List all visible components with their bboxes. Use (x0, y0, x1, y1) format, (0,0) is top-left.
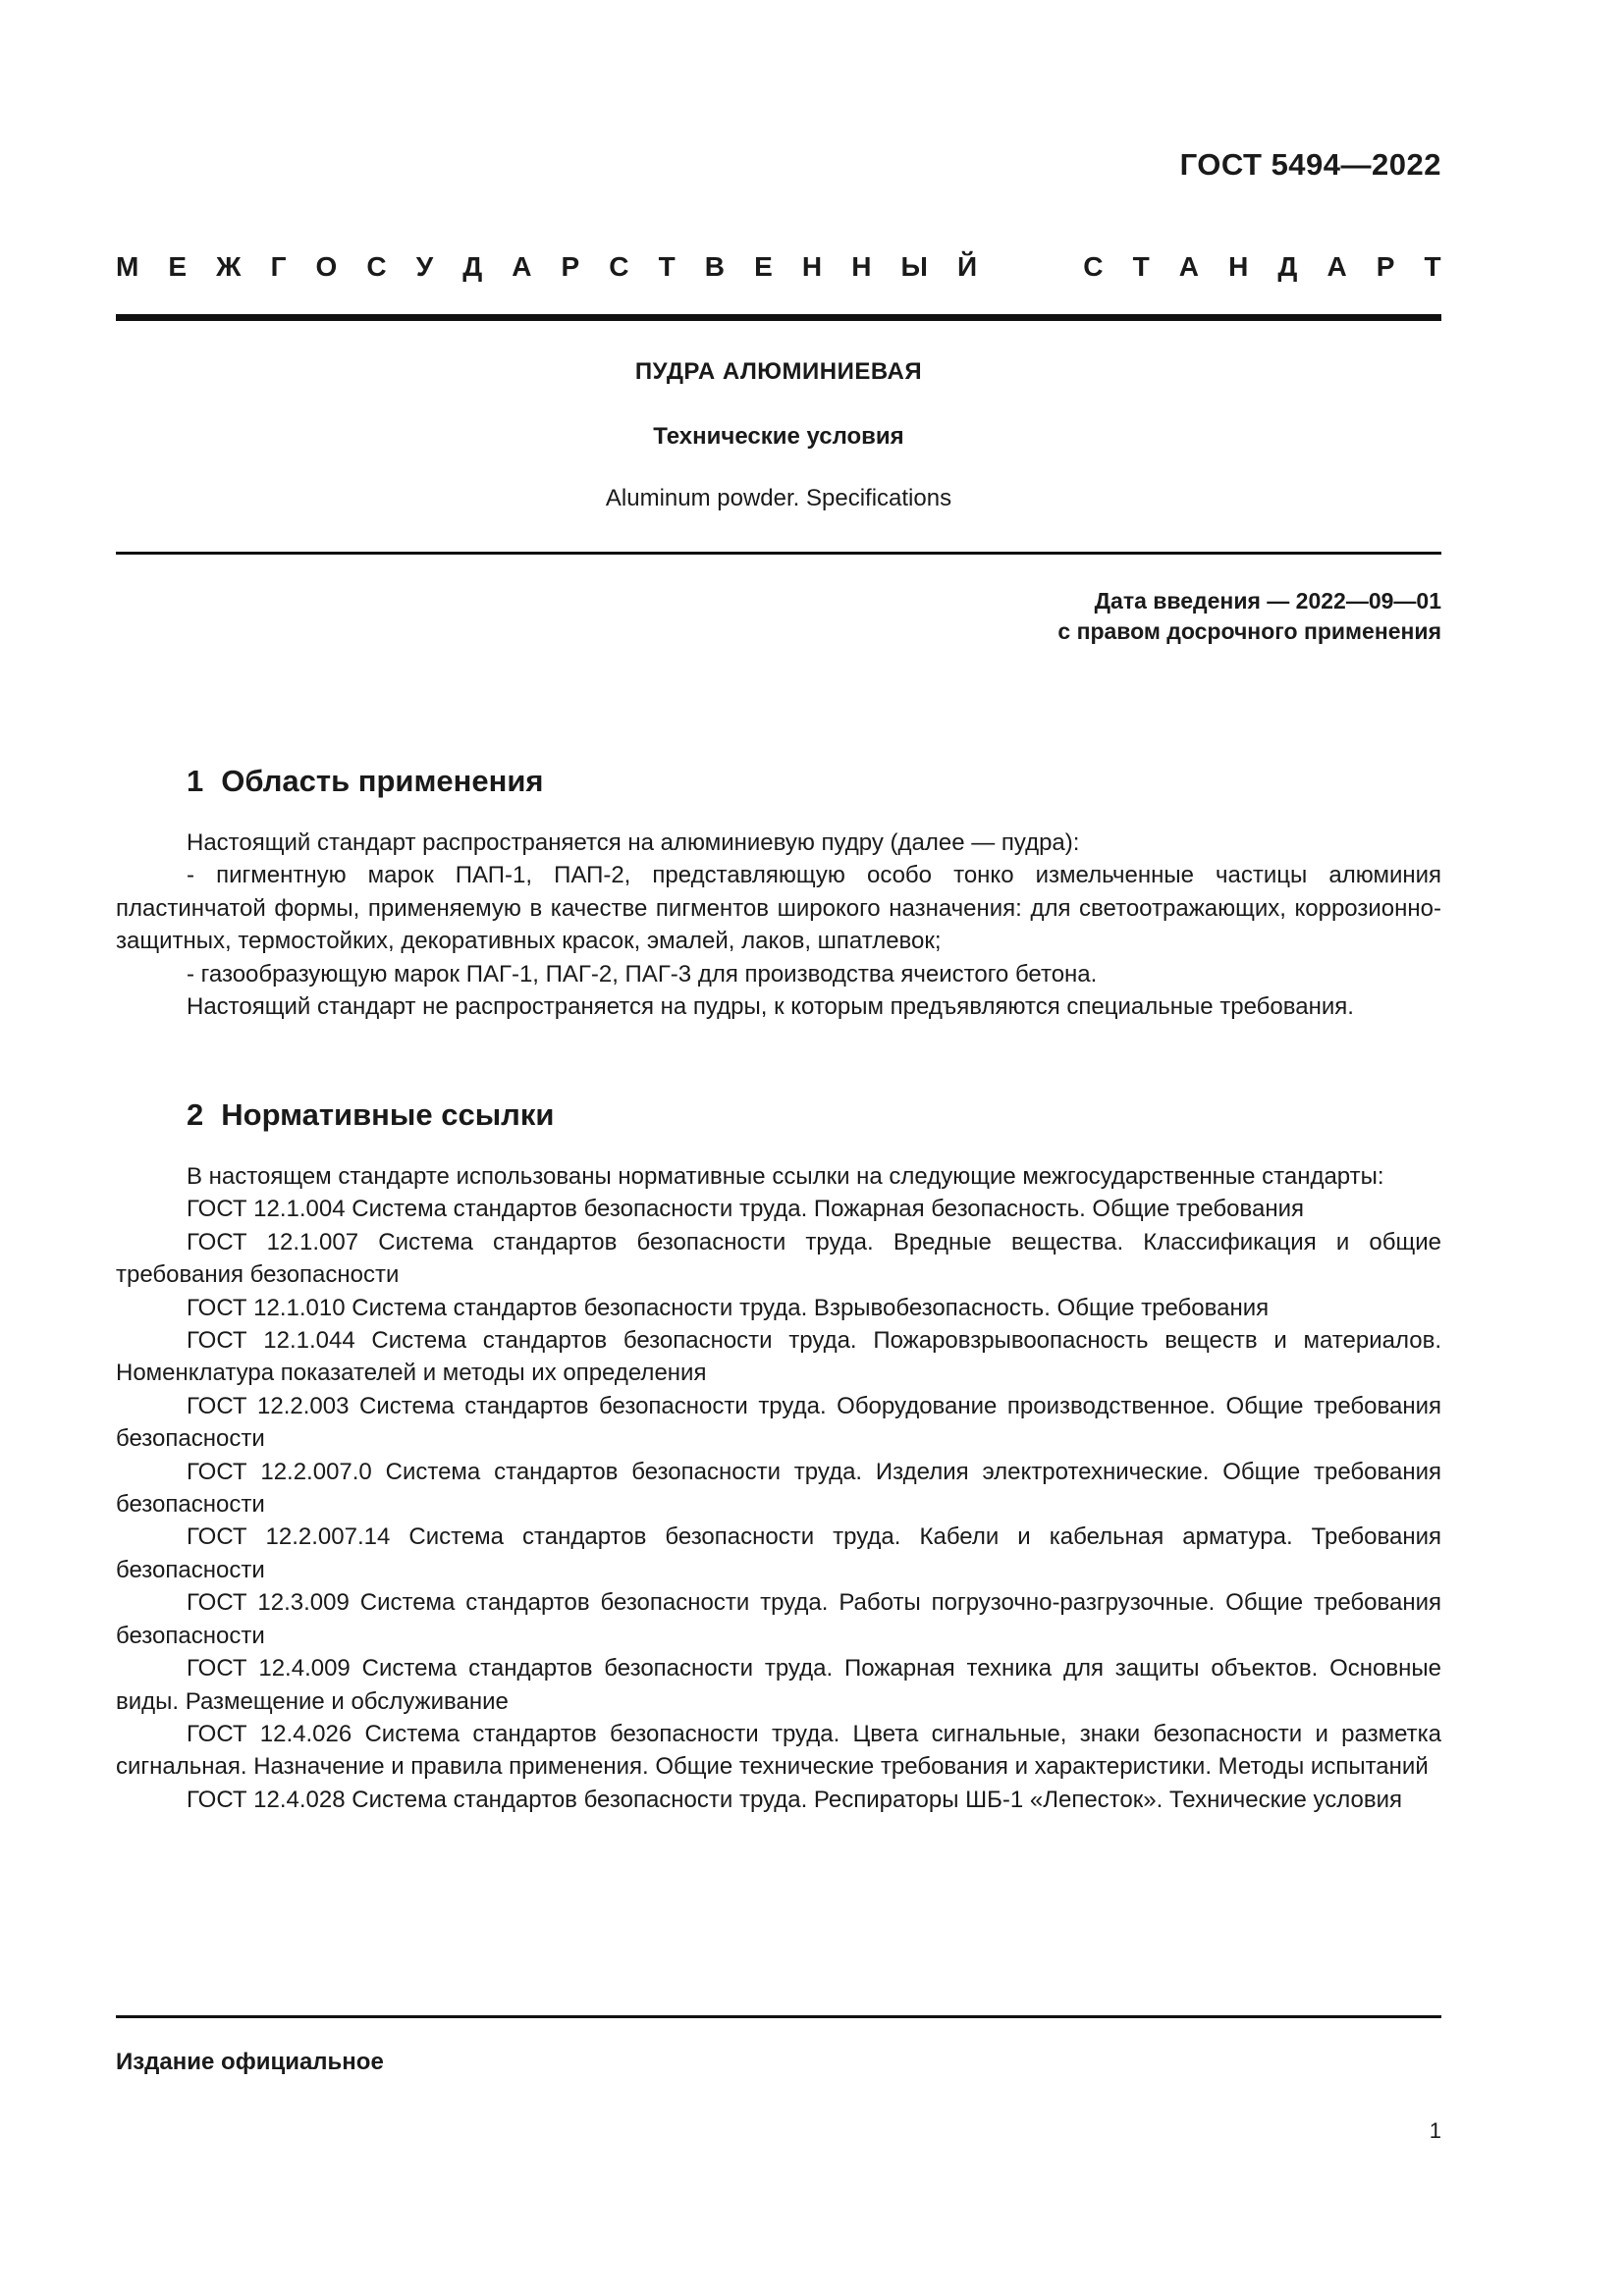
letter: Е (168, 251, 188, 282)
letter: Ы (900, 251, 928, 282)
introduction-date: Дата введения — 2022—09—01 (1094, 588, 1441, 614)
letter: С (366, 251, 387, 282)
word-gap (1006, 251, 1054, 283)
letter: Д (1277, 251, 1298, 282)
reference-item: ГОСТ 12.4.028 Система стандартов безопасности труда. Респираторы ШБ-1 «Лепесток». Технические условия (187, 1786, 1403, 1813)
official-edition-label: Издание официальное (116, 2049, 384, 2075)
reference-item: ГОСТ 12.1.010 Система стандартов безопасности труда. Взрывобезопасность. Общие требования (187, 1294, 1270, 1321)
english-title: Aluminum powder. Specifications (605, 485, 952, 511)
paragraph: В настоящем стандарте использованы нормативные ссылки на следующие межгосударственные стандарты: (187, 1163, 1384, 1190)
section-number: 1 (187, 764, 204, 798)
letter: М (116, 251, 139, 282)
letter: Р (1376, 251, 1395, 282)
letter: Ж (216, 251, 242, 282)
letter: Р (561, 251, 580, 282)
letter: В (704, 251, 726, 282)
letter: О (315, 251, 338, 282)
letter: Й (957, 251, 978, 282)
introduction-date-block (1057, 586, 1441, 647)
title-divider (116, 552, 1441, 555)
section-number: 2 (187, 1097, 204, 1132)
reference-item: ГОСТ 12.4.026 Система стандартов безопасности труда. Цвета сигнальные, знаки безопасности и разметка сигнальная. Назначение и правила применения. Общие технические требования и характеристики. Методы испытаний (116, 1720, 1441, 1781)
reference-item: ГОСТ 12.2.007.14 Система стандартов безопасности труда. Кабели и кабельная арматура. Требования безопасности (116, 1523, 1441, 1583)
reference-item: ГОСТ 12.1.007 Система стандартов безопасности труда. Вредные вещества. Классификация и общие требования безопасности (116, 1228, 1441, 1289)
letter: А (1178, 251, 1200, 282)
reference-item: ГОСТ 12.2.003 Система стандартов безопасности труда. Оборудование производственное. Общие требования безопасности (116, 1392, 1441, 1453)
reference-item: ГОСТ 12.1.004 Система стандартов безопасности труда. Пожарная безопасность. Общие требования (187, 1196, 1305, 1223)
reference-item: ГОСТ 12.1.044 Система стандартов безопасности труда. Пожаровзрывоопасность веществ и материалов. Номенклатура показателей и методы их определения (116, 1327, 1441, 1387)
list-item: - газообразующую марок ПАГ-1, ПАГ-2, ПАГ-3 для производства ячеистого бетона. (187, 960, 1098, 988)
letter: С (1083, 251, 1104, 282)
letter: А (1326, 251, 1347, 282)
section-1-body (116, 827, 1441, 1023)
letter: Н (851, 251, 872, 282)
document-title: ПУДРА АЛЮМИНИЕВАЯ (634, 358, 923, 385)
header-divider (116, 314, 1441, 321)
reference-item: ГОСТ 12.4.009 Система стандартов безопасности труда. Пожарная техника для защиты объектов. Основные виды. Размещение и обслуживание (116, 1655, 1441, 1715)
gost-number: ГОСТ 5494—2022 (1179, 147, 1441, 182)
letter: А (512, 251, 532, 282)
section-2-body (116, 1160, 1441, 1816)
reference-item: ГОСТ 12.2.007.0 Система стандартов безопасности труда. Изделия электротехнические. Общие требования безопасности (116, 1458, 1441, 1519)
section-1-heading (187, 764, 544, 799)
paragraph: Настоящий стандарт не распространяется на пудры, к которым предъявляются специальные требования. (187, 993, 1354, 1021)
standard-type-heading (116, 251, 1441, 283)
footer-divider (116, 2015, 1441, 2018)
letter: Е (754, 251, 773, 282)
letter: Т (658, 251, 676, 282)
letter: Т (1424, 251, 1441, 282)
letter: Г (270, 251, 287, 282)
document-subtitle: Технические условия (653, 423, 904, 450)
list-item: - пигментную марок ПАП-1, ПАП-2, представляющую особо тонко измельченные частицы алюминия пластинчатой формы, применяемую в качестве пигментов широкого назначения: для светоотражающих, коррозионно-защитных, термостойких, декоративных красок, эмалей, лаков, шпатлевок; (116, 862, 1441, 955)
letter: У (415, 251, 434, 282)
page-number: 1 (1429, 2118, 1441, 2143)
letter: Н (1228, 251, 1249, 282)
letter: Н (801, 251, 823, 282)
paragraph: Настоящий стандарт распространяется на алюминиевую пудру (далее — пудра): (187, 829, 1080, 856)
letter: Т (1132, 251, 1150, 282)
early-application-note: с правом досрочного применения (1057, 618, 1441, 644)
section-2-heading (187, 1097, 554, 1133)
section-title: Область применения (221, 764, 544, 798)
letter: Д (462, 251, 483, 282)
section-title: Нормативные ссылки (221, 1097, 555, 1132)
reference-item: ГОСТ 12.3.009 Система стандартов безопасности труда. Работы погрузочно-разгрузочные. Общие требования безопасности (116, 1589, 1441, 1649)
letter: С (609, 251, 629, 282)
